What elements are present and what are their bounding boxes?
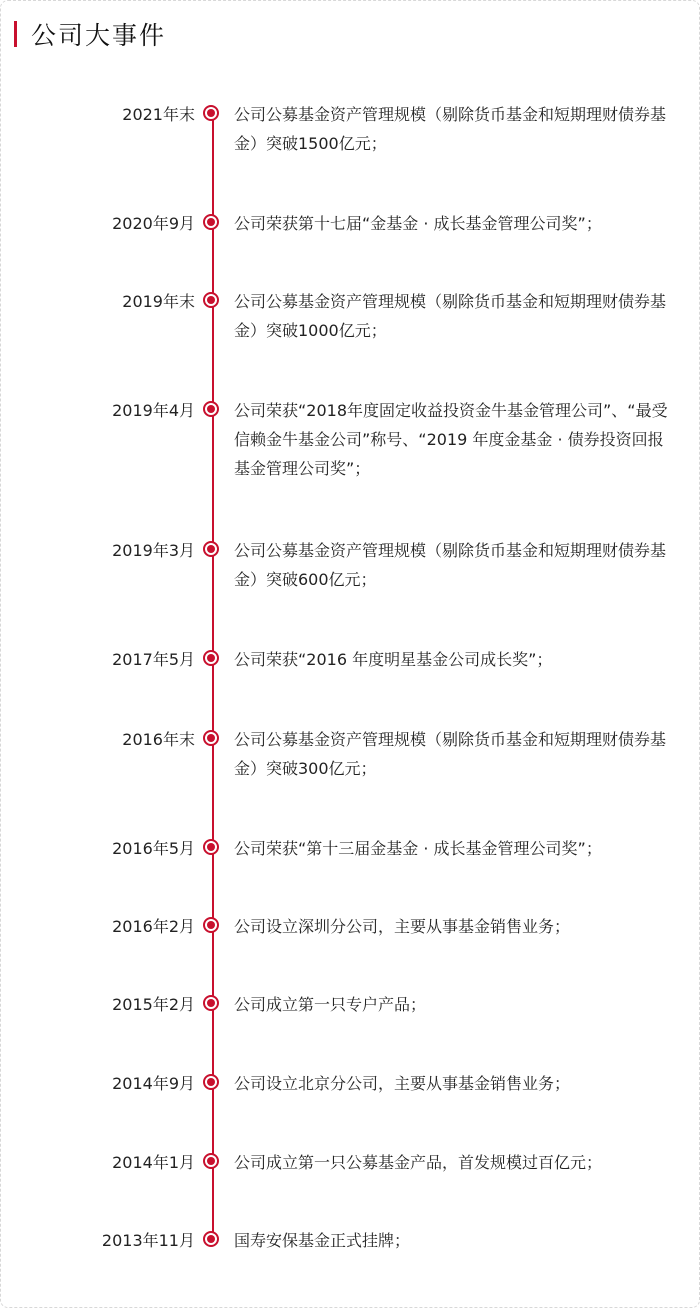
event-date: 2019年末 [122,292,195,311]
timeline-dot-icon [203,917,219,933]
event-text: 公司成立第一只公募基金产品，首发规模过百亿元； [234,1153,603,1172]
event-text: 公司公募基金资产管理规模（剔除货币基金和短期理财债券基金）突破1500亿元； [234,105,667,153]
event-date: 2013年11月 [101,1231,195,1250]
page-title: 公司大事件 [31,21,167,50]
timeline-dot-icon [203,401,219,417]
event-date: 2016年2月 [112,917,195,936]
event-text: 公司公募基金资产管理规模（剔除货币基金和短期理财债券基金）突破1000亿元； [234,292,667,340]
event-text: 国寿安保基金正式挂牌； [234,1231,411,1250]
event-text: 公司公募基金资产管理规模（剔除货币基金和短期理财债券基金）突破600亿元； [234,541,667,589]
event-date: 2019年4月 [112,401,195,420]
event-date: 2020年9月 [112,214,195,233]
section-header [14,14,166,54]
event-date: 2014年1月 [112,1153,195,1172]
timeline-dot-icon [203,1153,219,1169]
timeline-dot-icon [203,839,219,855]
event-text: 公司荣获第十七届“金基金 · 成长基金管理公司奖”； [234,214,602,233]
event-date: 2016年5月 [112,839,195,858]
event-text: 公司设立北京分公司，主要从事基金销售业务； [234,1074,571,1093]
timeline-dot-icon [203,541,219,557]
event-date: 2014年9月 [112,1074,195,1093]
timeline-dot-icon [203,292,219,308]
timeline-dot-icon [203,214,219,230]
timeline-dot-icon [203,995,219,1011]
timeline-dot-icon [203,1231,219,1247]
timeline-dot-icon [203,105,219,121]
event-date: 2019年3月 [112,541,195,560]
event-text: 公司荣获“第十三届金基金 · 成长基金管理公司奖”； [234,839,602,858]
event-date: 2017年5月 [112,650,195,669]
event-text: 公司设立深圳分公司，主要从事基金销售业务； [234,917,571,936]
event-text: 公司成立第一只专户产品； [234,995,427,1014]
timeline-dot-icon [203,650,219,666]
event-date: 2021年末 [122,105,195,124]
event-text: 公司荣获“2018年度固定收益投资金牛基金管理公司”、“最受信赖金牛基金公司”称号、“2019 年度金基金 · 债券投资回报基金管理公司奖”； [234,401,668,478]
timeline-dot-icon [203,730,219,746]
timeline-line [212,113,214,1242]
event-date: 2015年2月 [112,995,195,1014]
header-accent-bar [14,21,17,47]
timeline-dot-icon [203,1074,219,1090]
event-date: 2016年末 [122,730,195,749]
event-text: 公司荣获“2016 年度明星基金公司成长奖”； [234,650,553,669]
event-text: 公司公募基金资产管理规模（剔除货币基金和短期理财债券基金）突破300亿元； [234,730,667,778]
